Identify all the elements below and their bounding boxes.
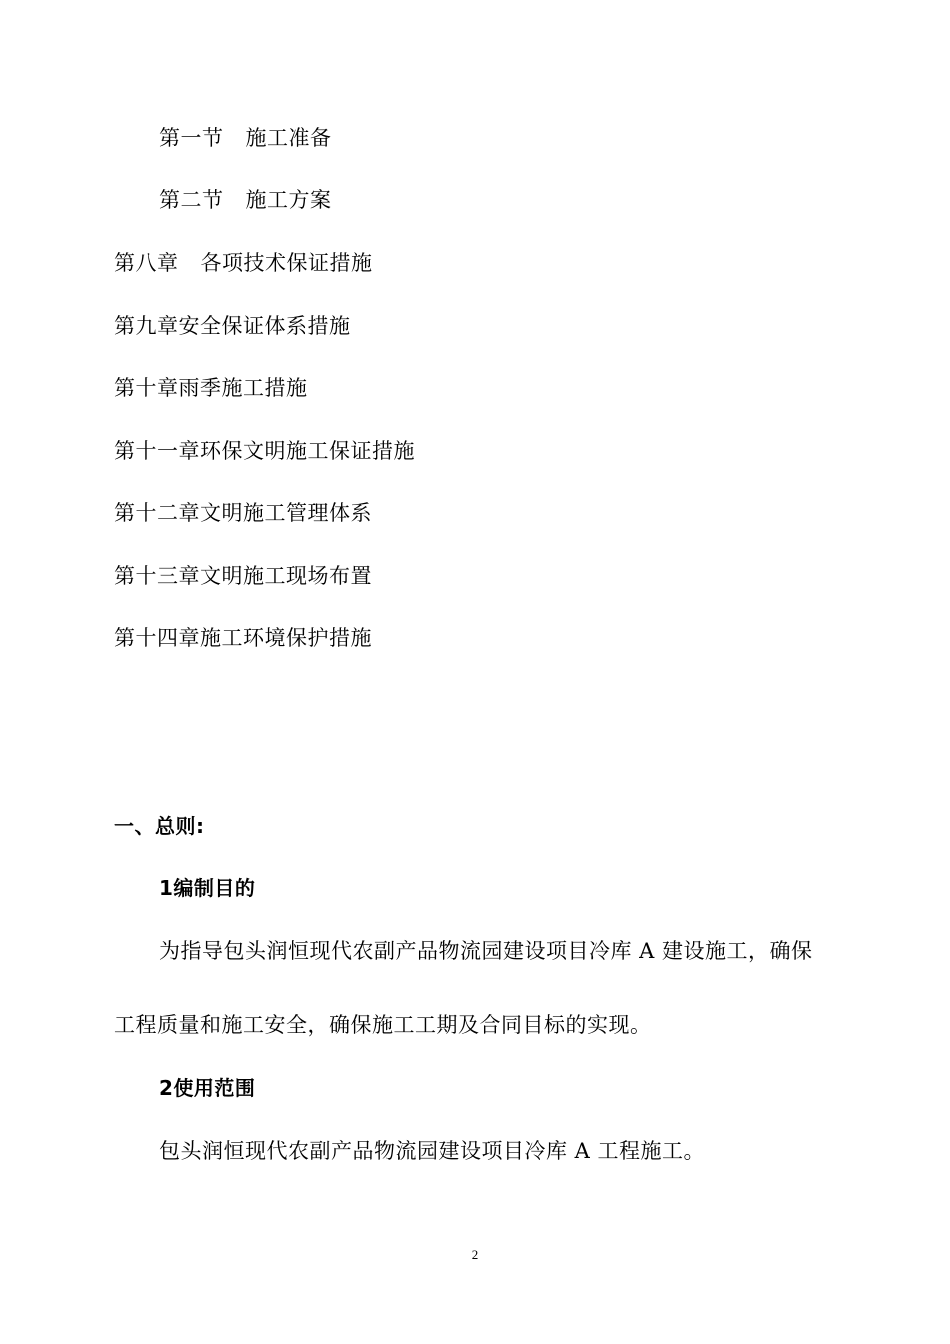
scope-paragraph: 包头润恒现代农副产品物流园建设项目冷库 A 工程施工。 xyxy=(159,1139,706,1163)
toc-chapter-9: 第九章安全保证体系措施 xyxy=(114,314,351,338)
toc-chapter-12: 第十二章文明施工管理体系 xyxy=(114,501,372,525)
toc-section-2-title: 施工方案 xyxy=(245,188,332,212)
toc-chapter-8-title: 各项技术保证措施 xyxy=(200,251,373,275)
page-number: 2 xyxy=(471,1247,479,1262)
heading-scope: 2使用范围 xyxy=(159,1076,256,1100)
toc-section-2 xyxy=(159,185,332,215)
toc-chapter-8-num: 第八章 xyxy=(114,251,179,275)
toc-section-1 xyxy=(159,123,332,153)
toc-chapter-8 xyxy=(114,248,373,278)
purpose-paragraph-line-1: 为指导包头润恒现代农副产品物流园建设项目冷库 A 建设施工，确保 xyxy=(159,939,813,963)
toc-chapter-13: 第十三章文明施工现场布置 xyxy=(114,564,372,588)
toc-chapter-14: 第十四章施工环境保护措施 xyxy=(114,626,372,650)
toc-section-1-num: 第一节 xyxy=(159,126,224,150)
purpose-paragraph-line-2: 工程质量和施工安全，确保施工工期及合同目标的实现。 xyxy=(114,1013,652,1037)
heading-purpose: 1编制目的 xyxy=(159,876,256,900)
toc-section-2-num: 第二节 xyxy=(159,188,224,212)
toc-chapter-11: 第十一章环保文明施工保证措施 xyxy=(114,439,415,463)
toc-section-1-title: 施工准备 xyxy=(245,126,332,150)
toc-chapter-10: 第十章雨季施工措施 xyxy=(114,376,308,400)
heading-general: 一、总则: xyxy=(114,814,205,838)
